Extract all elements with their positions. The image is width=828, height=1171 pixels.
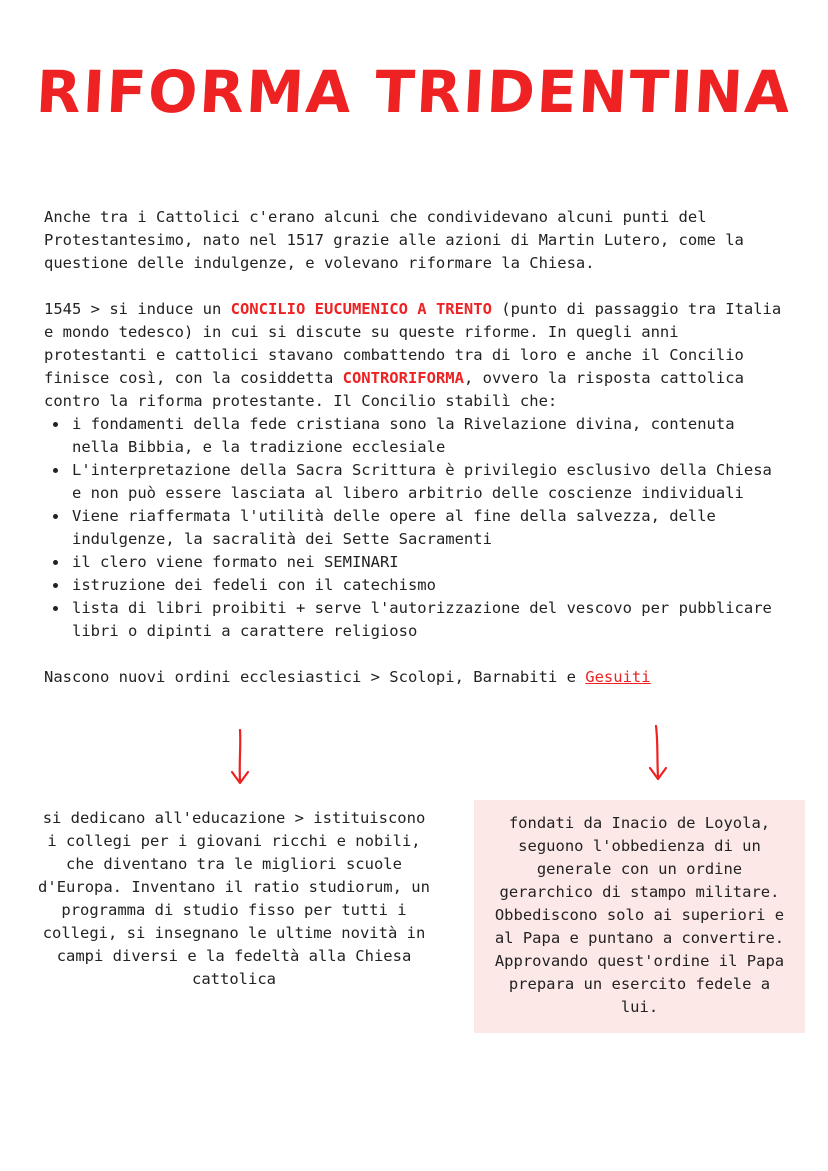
orders-lead: Nascono nuovi ordini ecclesiastici > Scolopi, Barnabiti e [44, 668, 586, 686]
list-item: lista di libri proibiti + serve l'autorizzazione del vescovo per pubblicare libri o dipinti a carattere religioso [72, 597, 784, 643]
notes-body [44, 206, 784, 689]
council-middle: (punto di passaggio tra Italia e mondo tedesco) in cui si discute su queste riforme. In quegli anni protestanti e cattolici stavano combattendo tra di loro e anche il Concilio finisce così, con la cosiddetta [44, 300, 782, 387]
page-title: RIFORMA TRIDENTINA [34, 58, 794, 126]
orders-paragraph [44, 666, 784, 689]
gesuiti-link[interactable]: Gesuiti [585, 668, 651, 686]
list-item: il clero viene formato nei SEMINARI [72, 551, 784, 574]
arrow-down-right-icon [644, 724, 672, 782]
counter-reform-highlight: CONTRORIFORMA [342, 369, 464, 387]
list-item: L'interpretazione della Sacra Scrittura è privilegio esclusivo della Chiesa e non può essere lasciata al libero arbitrio delle coscienze individuali [72, 459, 784, 505]
list-item: Viene riaffermata l'utilità delle opere al fine della salvezza, delle indulgenze, la sacralità dei Sette Sacramenti [72, 505, 784, 551]
council-paragraph [44, 298, 784, 413]
council-highlight: CONCILIO EUCUMENICO A TRENTO [230, 300, 492, 318]
council-lead: 1545 > si induce un [44, 300, 231, 318]
list-item: istruzione dei fedeli con il catechismo [72, 574, 784, 597]
council-tail: , ovvero la risposta cattolica contro la riforma protestante. Il Concilio stabilì che: [44, 369, 744, 410]
intro-paragraph: Anche tra i Cattolici c'erano alcuni che condividevano alcuni punti del Protestantesimo, nato nel 1517 grazie alle azioni di Martin Lutero, come la questione delle indulgenze, e volevano riformare la Chiesa. [44, 208, 744, 272]
education-note: si dedicano all'educazione > istituiscono i collegi per i giovani ricchi e nobili, che diventano tra le migliori scuole d'Europa. Inventano il ratio studiorum, un programma di studio fisso per tutti i collegi, si insegnano le ultime novità in campi diversi e la fedeltà alla Chiesa cattolica [38, 809, 430, 988]
council-decisions-list [44, 413, 784, 643]
arrow-down-left-icon [226, 728, 254, 786]
list-item: i fondamenti della fede cristiana sono la Rivelazione divina, contenuta nella Bibbia, e la tradizione ecclesiale [72, 413, 784, 459]
jesuits-note: fondati da Inacio de Loyola, seguono l'obbedienza di un generale con un ordine gerarchico di stampo militare. Obbediscono solo ai superiori e al Papa e puntano a convertire. Approvando quest'ordine il Papa prepara un esercito fedele a lui. [474, 800, 805, 1033]
